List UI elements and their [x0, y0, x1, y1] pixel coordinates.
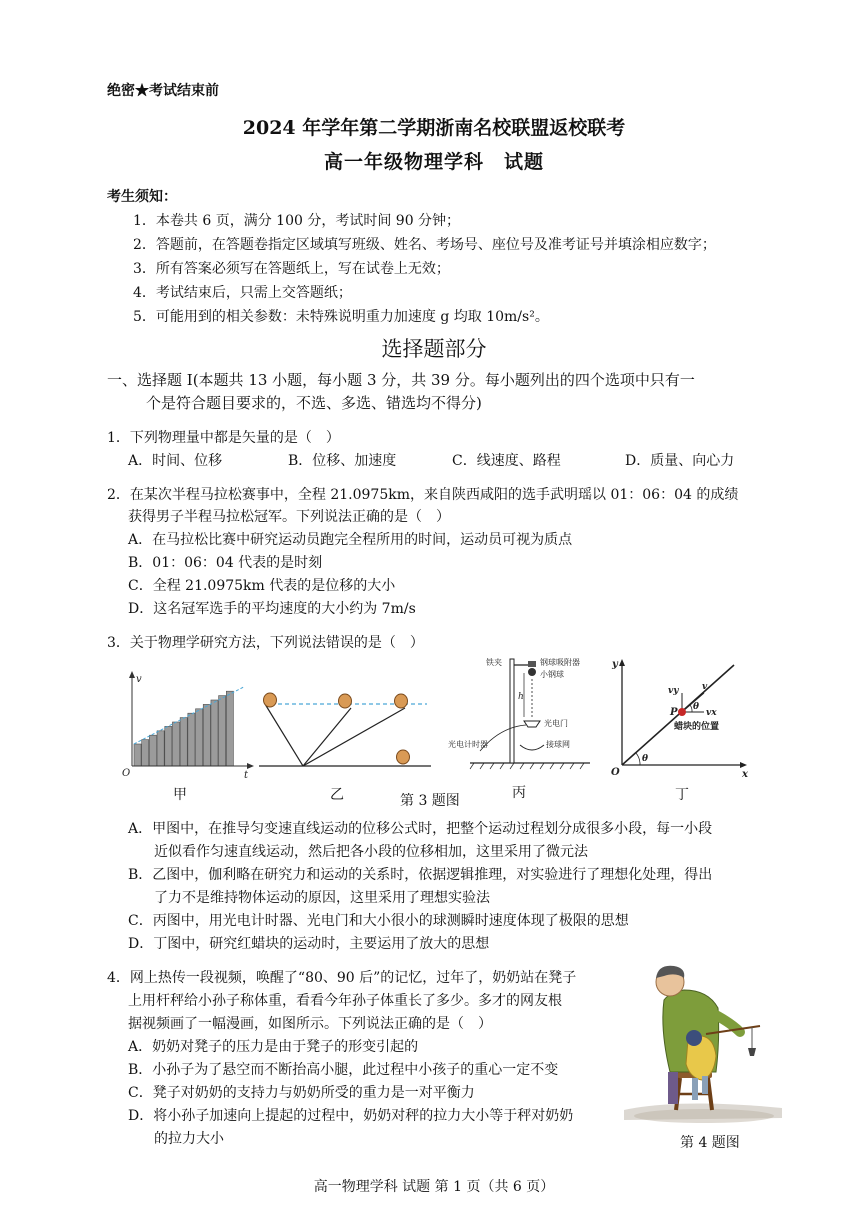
figure-caption: 第 4 题图	[680, 1135, 740, 1151]
angle-label: θ	[693, 702, 700, 712]
exam-title: 2024 年学年第二学期浙南名校联盟返校联考	[242, 117, 626, 139]
chart-bar	[134, 744, 141, 766]
section-title: 选择题部分	[381, 337, 487, 361]
figure-bing-apparatus	[440, 655, 600, 773]
question-stem: 1．下列物理量中都是矢量的是（ ）	[107, 430, 340, 446]
chart-bar	[165, 726, 172, 766]
chart-bar	[188, 713, 195, 766]
option-b: B．位移、加速度	[288, 453, 397, 469]
x-axis-arrow	[247, 763, 254, 769]
label-steel-ball: 小钢球	[540, 670, 564, 679]
axis-label-x: x	[742, 769, 748, 777]
question-stem: 2．在某次半程马拉松赛事中，全程 21.0975km，来自陕西咸阳的选手武明瑶以 01：06：04 的成绩	[107, 487, 739, 503]
option-a-cont: 近似看作匀速直线运动，然后把各小段的位移相加，这里采用了微元法	[154, 844, 588, 860]
option-b: B．小孙子为了悬空而不断抬高小腿，此过程中小孩子的重心一定不变	[128, 1062, 559, 1078]
panel-label-ding: 丁	[675, 787, 689, 803]
option-a: A．在马拉松比赛中研究运动员跑完全程所用的时间，运动员可视为质点	[128, 532, 573, 548]
ball-icon	[395, 694, 408, 708]
x-axis-label: t	[244, 770, 249, 780]
chart-bar	[180, 718, 187, 766]
photogate-icon	[524, 721, 540, 727]
notice-item: 2．答题前，在答题卷指定区域填写班级、姓名、考场号、座位号及准考证号并填涂相应数字；	[133, 237, 716, 253]
secret-label: 绝密★考试结束前	[107, 83, 219, 99]
option-c: C．丙图中，用光电计时器、光电门和大小很小的球测瞬时速度体现了极限的思想	[128, 913, 629, 929]
question-stem: 上用杆秤给小孙子称体重，看看今年孙子体重长了多少。多才的网友根	[128, 993, 562, 1009]
option-d-cont: 的拉力大小	[154, 1131, 224, 1147]
child-leg	[692, 1078, 698, 1100]
page-footer: 高一物理学科 试题 第 1 页（共 6 页）	[313, 1179, 555, 1195]
ball-icon	[264, 693, 277, 707]
notice-item: 3．所有答案必须写在答题纸上，写在试卷上无效；	[133, 261, 450, 277]
child-leg	[702, 1076, 708, 1094]
vy-label: vy	[668, 686, 679, 696]
catch-net-icon	[520, 745, 544, 750]
option-d: D．将小孙子加速向上提起的过程中，奶奶对秤的拉力大小等于秤对奶奶	[128, 1108, 574, 1124]
chart-bar	[142, 740, 149, 766]
figure-jia-chart	[118, 668, 258, 780]
panel-label-jia: 甲	[173, 787, 187, 803]
chart-bar	[172, 722, 179, 766]
label-photogate: 光电门	[544, 719, 568, 728]
ball-icon	[339, 694, 352, 708]
option-d: D．这名冠军选手的平均速度的大小约为 7m/s	[128, 601, 416, 617]
question-stem: 4．网上热传一段视频，唤醒了“80、90 后”的记忆，过年了，奶奶站在凳子	[107, 970, 577, 986]
exam-subtitle: 高一年级物理学科 试题	[323, 151, 544, 173]
notice-item: 1．本卷共 6 页，满分 100 分，考试时间 90 分钟；	[133, 213, 461, 229]
option-b-cont: 了力不是维持物体运动的原因，这里采用了理想实验法	[154, 890, 490, 906]
chart-bar	[219, 696, 226, 766]
ball-holder	[528, 661, 536, 667]
incline-shallow	[303, 708, 405, 766]
panel-label-bing: 丙	[512, 785, 526, 801]
stand-pole	[510, 659, 514, 763]
option-c: C．凳子对奶奶的支持力与奶奶所受的重力是一对平衡力	[128, 1085, 475, 1101]
figure-grandma-illustration	[620, 960, 786, 1128]
velocity-label: v	[702, 682, 708, 692]
figure-caption: 第 3 题图	[400, 793, 460, 809]
grandma-leg	[668, 1072, 678, 1104]
weight-icon	[748, 1048, 756, 1056]
option-d: D．丁图中，研究红蜡块的运动时，主要运用了放大的思想	[128, 936, 490, 952]
ball-icon	[397, 750, 410, 764]
height-label: h	[518, 692, 524, 702]
axis-label-y: y	[612, 659, 618, 670]
table-hatch	[470, 763, 584, 769]
origin-label: O	[122, 768, 131, 779]
notice-heading: 考生须知：	[107, 189, 177, 205]
option-c: C．线速度、路程	[452, 453, 561, 469]
incline-steep	[303, 708, 351, 766]
y-axis-label: v	[136, 674, 142, 685]
steel-ball-icon	[528, 668, 536, 676]
question-stem: 获得男子半程马拉松冠军。下列说法正确的是（ ）	[128, 509, 450, 525]
chart-bar	[226, 691, 233, 766]
question-stem: 据视频画了一幅漫画，如图所示。下列说法正确的是（ ）	[128, 1016, 492, 1032]
point-label: P	[670, 707, 678, 718]
chart-bar	[196, 709, 203, 766]
question-stem: 3．关于物理学研究方法，下列说法错误的是（ ）	[107, 635, 424, 651]
y-axis-arrow	[129, 671, 135, 678]
option-b: B．01：06：04 代表的是时刻	[128, 555, 323, 571]
part-instruction: 一、选择题 I(本题共 13 小题，每小题 3 分，共 39 分。每小题列出的四个选项中只有一	[107, 371, 695, 389]
angle-arc	[636, 753, 640, 765]
notice-item: 4．考试结束后，只需上交答题纸；	[133, 285, 352, 301]
angle-label: θ	[642, 754, 649, 764]
wax-position-label: 蜡块的位置	[674, 722, 720, 732]
angle-arc	[690, 705, 692, 712]
chart-bar	[157, 731, 164, 766]
figure-ding-trajectory	[608, 655, 754, 777]
label-iron-clamp: 铁夹	[486, 658, 502, 667]
vx-label: vx	[706, 708, 717, 718]
option-a: A．甲图中，在推导匀变速直线运动的位移公式时，把整个运动过程划分成很多小段，每一小段	[128, 821, 713, 837]
part-instruction: 个是符合题目要求的，不选、多选、错选均不得分)	[146, 394, 482, 412]
x-axis-arrow	[740, 762, 747, 768]
floor-wash	[624, 1103, 782, 1120]
incline-left	[265, 704, 303, 766]
trajectory-line	[622, 665, 734, 765]
chart-bar	[203, 704, 210, 766]
option-a: A．时间、位移	[128, 453, 223, 469]
option-b: B．乙图中，伽利略在研究力和运动的关系时，依据逻辑推理，对实验进行了理想化处理，得出	[128, 867, 713, 883]
option-c: C．全程 21.0975km 代表的是位移的大小	[128, 578, 396, 594]
label-timer: 光电计时器	[448, 740, 488, 749]
label-catch-net: 接球网	[546, 740, 570, 749]
wax-block-icon	[678, 708, 686, 716]
origin-label: O	[611, 767, 620, 777]
option-a: A．奶奶对凳子的压力是由于凳子的形变引起的	[128, 1039, 419, 1055]
label-ball-holder: 钢球吸附器	[540, 658, 580, 667]
figure-yi-ramps	[255, 690, 435, 774]
option-d: D．质量、向心力	[625, 453, 735, 469]
y-axis-arrow	[619, 659, 625, 666]
panel-label-yi: 乙	[330, 787, 344, 803]
child-hat	[686, 1030, 702, 1046]
chart-bar	[149, 735, 156, 766]
notice-item: 5．可能用到的相关参数：未特殊说明重力加速度 g 均取 10m/s²。	[133, 309, 549, 325]
chart-bar	[211, 700, 218, 766]
